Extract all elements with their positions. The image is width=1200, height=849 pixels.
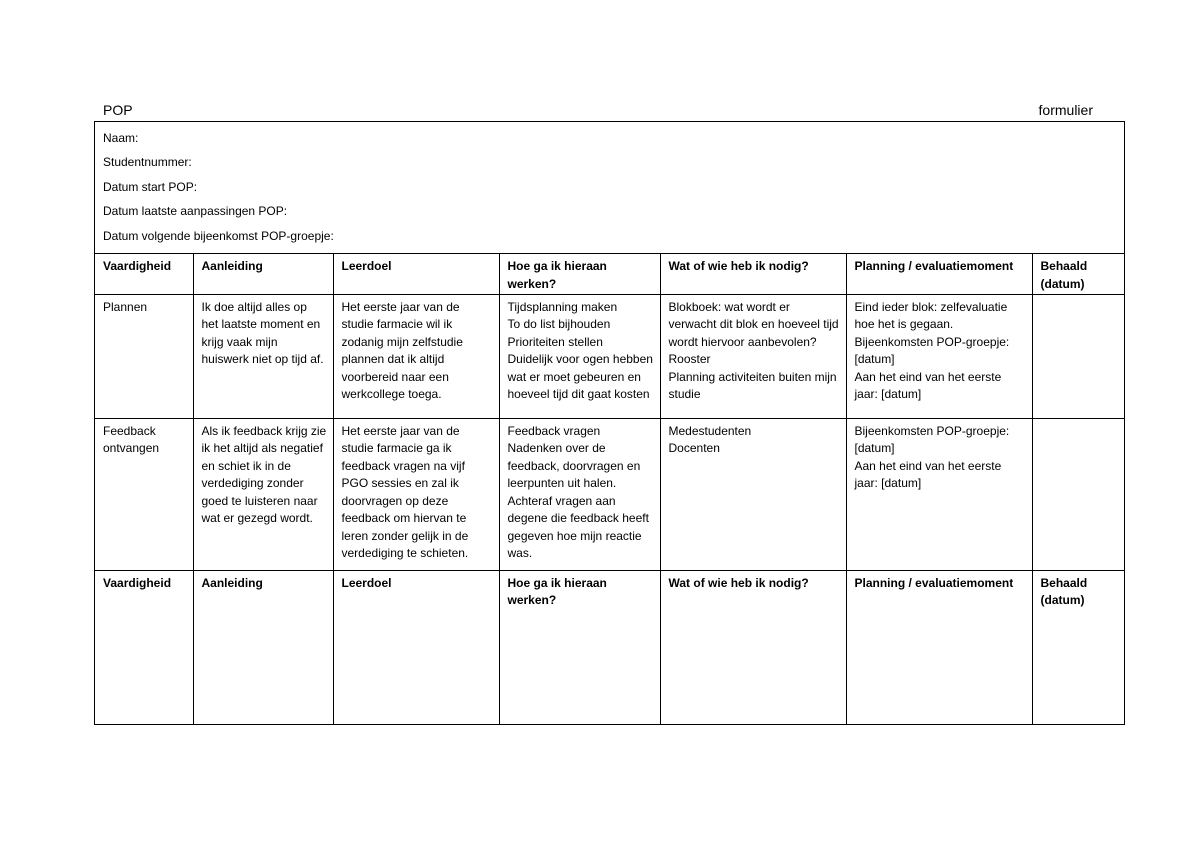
col-header-behaald: Behaald (datum) xyxy=(1040,575,1088,607)
cell-line: Feedback vragen xyxy=(507,423,601,438)
document-header xyxy=(103,102,1093,120)
cell-behaald[interactable] xyxy=(1032,294,1124,418)
col-header-nodig: Wat of wie heb ik nodig? xyxy=(660,254,846,294)
cell-line: Rooster xyxy=(668,352,711,366)
col-header-aanleiding: Aanleiding xyxy=(193,570,333,724)
cell-planning[interactable] xyxy=(846,294,1032,418)
info-start-date[interactable]: Datum start POP: xyxy=(103,179,198,194)
cell-line: Prioriteiten stellen xyxy=(507,334,603,349)
col-header-vaardigheid: Vaardigheid xyxy=(95,254,193,294)
col-header-aanleiding: Aanleiding xyxy=(193,254,333,294)
cell-nodig[interactable] xyxy=(660,418,846,570)
col-header-leerdoel: Leerdoel xyxy=(333,254,499,294)
cell-line: Aan het eind van het eerste jaar: [datum] xyxy=(854,369,1002,401)
cell-leerdoel[interactable]: Het eerste jaar van de studie farmacie wil ik zodanig mijn zelfstudie plannen dat ik altijd voorbereid naar een werkcollege toega. xyxy=(333,294,499,418)
cell-planning[interactable] xyxy=(846,418,1032,570)
cell-vaardigheid[interactable]: Plannen xyxy=(95,294,193,418)
cell-line: Achteraf vragen aan degene die feedback heeft gegeven hoe mijn reactie was. xyxy=(507,493,649,560)
info-student-number[interactable]: Studentnummer: xyxy=(103,155,192,170)
cell-line: Duidelijk voor ogen hebben wat er moet gebeuren en hoeveel tijd dit gaat kosten xyxy=(507,352,653,401)
cell-line: Nadenken over de feedback, doorvragen en leerpunten uit halen. xyxy=(507,441,641,490)
cell-aanleiding[interactable]: Ik doe altijd alles op het laatste moment en krijg vaak mijn huiswerk niet op tijd af. xyxy=(193,294,333,418)
cell-hoe[interactable] xyxy=(499,294,660,418)
student-info-block xyxy=(95,122,1124,254)
cell-line: Planning activiteiten buiten mijn studie xyxy=(668,369,837,401)
col-header-nodig: Wat of wie heb ik nodig? xyxy=(660,570,846,724)
col-header-vaardigheid: Vaardigheid xyxy=(95,570,193,724)
cell-line: Medestudenten xyxy=(668,423,752,438)
col-header-planning: Planning / evaluatiemoment xyxy=(846,570,1032,724)
cell-line: To do list bijhouden xyxy=(507,317,611,331)
cell-line: Bijeenkomsten POP-groepje: [datum] xyxy=(854,423,1010,455)
pop-table xyxy=(95,254,1124,724)
cell-behaald[interactable] xyxy=(1032,418,1124,570)
cell-line: Bijeenkomsten POP-groepje: [datum] xyxy=(854,334,1010,366)
col-header-hoe: Hoe ga ik hieraan werken? xyxy=(499,570,660,724)
col-header-behaald: Behaald (datum) xyxy=(1032,254,1124,294)
header-title-left: POP xyxy=(103,102,133,118)
info-last-modified[interactable]: Datum laatste aanpassingen POP: xyxy=(103,204,288,219)
cell-line: Docenten xyxy=(668,441,720,455)
info-name[interactable]: Naam: xyxy=(103,131,139,145)
table-row xyxy=(95,418,1124,570)
info-next-meeting[interactable]: Datum volgende bijeenkomst POP-groepje: xyxy=(103,228,334,243)
table-header-row xyxy=(95,254,1124,294)
cell-leerdoel[interactable]: Het eerste jaar van de studie farmacie ga ik feedback vragen na vijf PGO sessies en zal ik doorvragen op deze feedback om hiervan te leren zonder gelijk in de verdediging te schieten. xyxy=(333,418,499,570)
col-header-hoe: Hoe ga ik hieraan werken? xyxy=(499,254,660,294)
pop-form xyxy=(94,121,1125,725)
cell-nodig[interactable] xyxy=(660,294,846,418)
cell-line: Tijdsplanning maken xyxy=(507,299,618,314)
table-row xyxy=(95,294,1124,418)
cell-line: Eind ieder blok: zelfevaluatie hoe het is gegaan. xyxy=(854,299,1008,331)
col-header-leerdoel: Leerdoel xyxy=(333,570,499,724)
cell-vaardigheid[interactable]: Feedback ontvangen xyxy=(95,418,193,570)
col-header-planning: Planning / evaluatiemoment xyxy=(846,254,1032,294)
header-title-right: formulier xyxy=(1038,102,1093,118)
cell-line: Blokboek: wat wordt er verwacht dit blok en hoeveel tijd wordt hiervoor aanbevolen? xyxy=(668,299,839,349)
cell-aanleiding[interactable]: Als ik feedback krijg zie ik het altijd als negatief en schiet ik in de verdediging zonder goed te luisteren naar wat er gezegd wordt. xyxy=(193,418,333,570)
cell-line: Aan het eind van het eerste jaar: [datum] xyxy=(854,458,1002,490)
cell-hoe[interactable] xyxy=(499,418,660,570)
table-header-row-repeat xyxy=(95,570,1124,724)
